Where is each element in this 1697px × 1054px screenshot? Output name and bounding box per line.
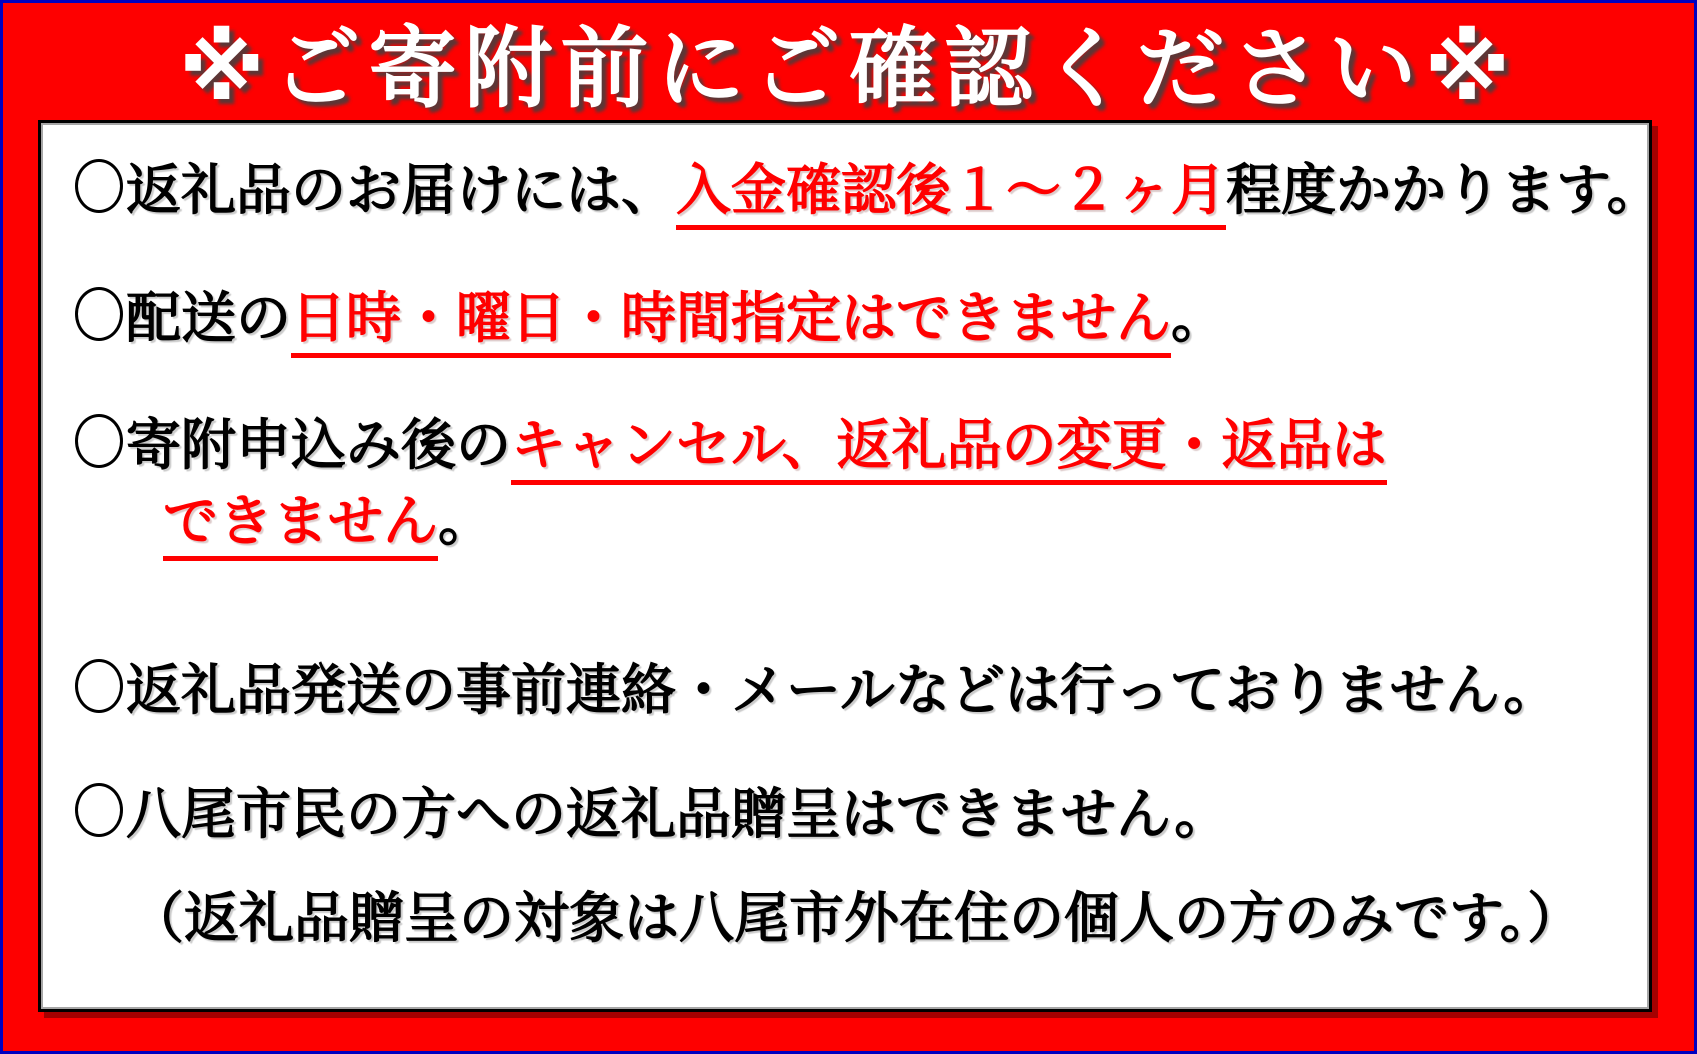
circle-bullet-icon	[75, 783, 123, 837]
text-segment: 返礼品のお届けには、	[126, 158, 677, 222]
emphasis-segment: キャンセル、返礼品の変更・返品は	[511, 418, 1387, 485]
circle-bullet-icon	[75, 414, 123, 468]
notice-line-parenthetical	[129, 886, 1583, 950]
page-title: ※ご寄附前にご確認ください※	[178, 17, 1519, 120]
text-segment: 八尾市民の方への返礼品贈呈はできません。	[126, 782, 1230, 846]
circle-bullet-icon	[75, 287, 123, 341]
emphasis-segment: できません	[163, 494, 438, 561]
text-segment: 返礼品発送の事前連絡・メールなどは行っておりません。	[126, 658, 1559, 722]
notice-line	[75, 782, 1230, 846]
notice-line-continuation	[163, 489, 494, 561]
emphasis-segment: 入金確認後１～２ヶ月	[676, 163, 1226, 230]
emphasis-segment: 日時・曜日・時間指定はできません	[291, 291, 1171, 358]
circle-bullet-icon	[75, 659, 123, 713]
notice-line	[75, 658, 1559, 722]
notice-header	[3, 3, 1694, 121]
notice-line	[75, 287, 1226, 358]
text-segment: （返礼品贈呈の対象は八尾市外在住の個人の方のみです。）	[129, 886, 1583, 950]
notice-content-box	[38, 120, 1662, 1012]
notice-line	[75, 414, 1387, 485]
circle-bullet-icon	[75, 159, 123, 213]
text-segment: 配送の	[126, 286, 292, 350]
text-segment: 寄附申込み後の	[126, 413, 512, 477]
text-segment: 。	[1171, 286, 1227, 350]
notice-line	[75, 159, 1662, 230]
text-segment: 程度かかります。	[1226, 158, 1662, 222]
text-segment: 。	[438, 489, 494, 553]
